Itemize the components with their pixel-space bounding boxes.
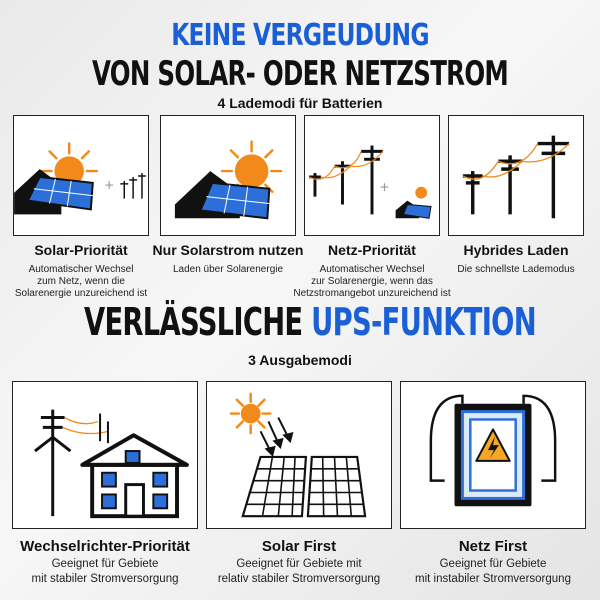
sun-solar-panels-icon xyxy=(207,382,391,528)
inverter-priority-title: Wechselrichter-Priorität xyxy=(20,538,190,555)
inverter-priority-card xyxy=(12,381,198,529)
solar-first-card xyxy=(206,381,392,529)
power-lines-icon xyxy=(449,116,583,235)
solar-priority-desc: Automatischer Wechsel zum Netz, wenn die Solarenergie unzureichend ist xyxy=(14,264,148,299)
hybrid-charging-title: Hybrides Laden xyxy=(463,242,569,258)
solar-only-card xyxy=(160,115,296,236)
svg-text:+: + xyxy=(379,179,390,197)
headline-no-waste: KEINE VERGEUDUNG xyxy=(171,18,429,53)
grid-plus-solar-icon xyxy=(305,116,439,235)
output-modes-subtitle: 3 Ausgabemodi xyxy=(248,352,352,368)
hybrid-charging-card xyxy=(448,115,584,236)
inverter-priority-desc: Geeignet für Gebiete mit stabiler Stromversorgung xyxy=(31,558,179,585)
charge-modes-subtitle: 4 Lademodi für Batterien xyxy=(217,95,383,111)
solar-first-desc: Geeignet für Gebiete mit relativ stabiler Stromversorgung xyxy=(217,558,381,585)
grid-first-title: Netz First xyxy=(458,538,528,555)
solar-priority-card xyxy=(13,115,149,236)
ups-headline-black: VERLÄSSLICHE xyxy=(83,300,312,344)
grid-priority-desc: Automatischer Wechsel zur Solarenergie, wenn das Netzstromangebot unzureichend ist xyxy=(293,264,451,299)
solar-first-title: Solar First xyxy=(261,538,337,555)
grid-priority-title: Netz-Priorität xyxy=(328,242,416,258)
grid-first-card xyxy=(400,381,586,529)
solar-house-grid-icon xyxy=(14,116,148,235)
electrical-cabinet-icon xyxy=(401,382,585,528)
svg-text:+: + xyxy=(104,177,114,195)
solar-priority-title: Solar-Priorität xyxy=(34,242,128,258)
solar-house-icon xyxy=(161,116,295,235)
solar-only-desc: Laden über Solarenergie xyxy=(172,264,284,275)
hybrid-charging-desc: Die schnellste Lademodus xyxy=(457,264,575,275)
house-power-pole-icon xyxy=(13,382,197,528)
ups-headline xyxy=(83,300,536,344)
solar-only-title: Nur Solarstrom nutzen xyxy=(152,242,304,258)
headline-solar-grid: VON SOLAR- ODER NETZSTROM xyxy=(91,54,509,94)
grid-first-desc: Geeignet für Gebiete mit instabiler Stromversorgung xyxy=(415,558,571,585)
ups-headline-blue: UPS-FUNKTION xyxy=(311,300,536,344)
grid-priority-card xyxy=(304,115,440,236)
